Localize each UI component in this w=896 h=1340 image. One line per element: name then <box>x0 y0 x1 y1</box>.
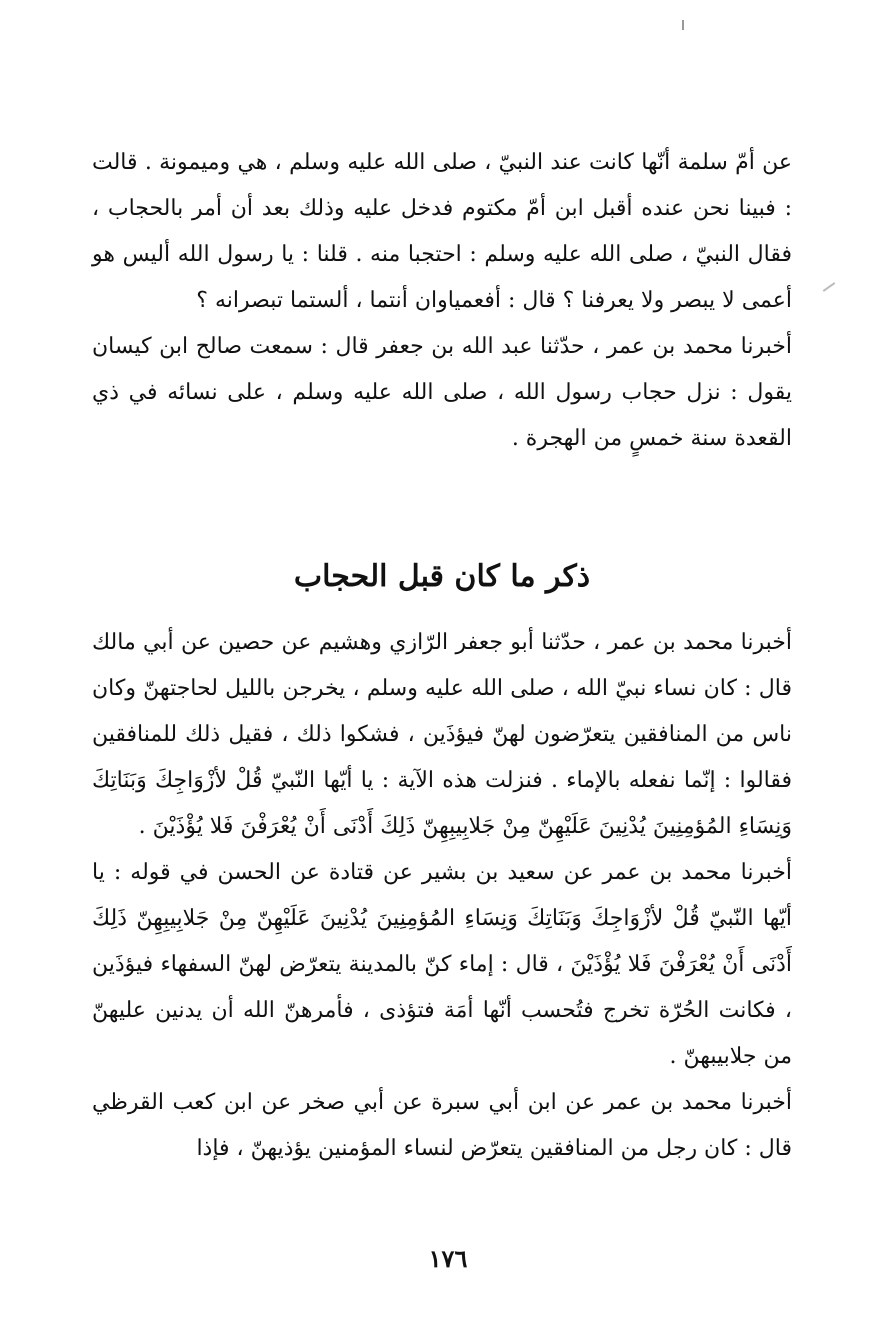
section-heading: ذكر ما كان قبل الحجاب <box>293 559 591 594</box>
margin-mark <box>823 282 836 292</box>
text-block-bottom <box>92 620 792 1172</box>
text-block-top <box>92 140 792 462</box>
paragraph: أخبرنا محمد بن عمر ، حدّثنا أبو جعفر الرّازي وهشيم عن حصين عن أبي مالك قال : كان نساء نبيّ الله ، صلى الله عليه وسلم ، يخرجن بالليل لحاجتهنّ وكان ناس من المنافقين يتعرّضون لهنّ فيؤذَين ، فشكوا ذلك ، فقيل ذلك للمنافقين فقالوا : إنّما نفعله بالإماء . فنزلت هذه الآية : يا أيّها النّبيّ قُلْ لأزْوَاجِكَ وَبَنَاتِكَ وَنِسَاءِ المُؤمِنِينَ يُدْنِينَ عَلَيْهِنّ مِنْ جَلابِيبِهِنّ ذَلِكَ أَدْنَى أَنْ يُعْرَفْنَ فَلا يُؤْذَيْنَ . <box>92 630 792 839</box>
paragraph: أخبرنا محمد بن عمر عن سعيد بن بشير عن قتادة عن الحسن في قوله : يا أيّها النّبيّ قُلْ لأزْوَاجِكَ وَبَنَاتِكَ وَنِسَاءِ المُؤمِنِينَ يُدْنِينَ عَلَيْهِنّ مِنْ جَلابِيبِهِنّ ذَلِكَ أَدْنَى أَنْ يُعْرَفْنَ فَلا يُؤْذَيْنَ ، قال : إماء كنّ بالمدينة يتعرّض لهنّ السفهاء فيؤذَين ، فكانت الحُرّة تخرج فتُحسب أنّها أمَة فتؤذى ، فأمرهنّ الله أن يدنين عليهنّ من جلابيبهنّ . <box>92 860 792 1069</box>
page-number: ١٧٦ <box>428 1244 468 1273</box>
paragraph: أخبرنا محمد بن عمر ، حدّثنا عبد الله بن جعفر قال : سمعت صالح ابن كيسان يقول : نزل حجاب رسول الله ، صلى الله عليه وسلم ، على نسائه في ذي القعدة سنة خمسٍ من الهجرة . <box>92 334 792 451</box>
page-mark <box>682 20 684 30</box>
paragraph: أخبرنا محمد بن عمر عن ابن أبي سبرة عن أبي صخر عن ابن كعب القرظي قال : كان رجل من المنافقين يتعرّض لنساء المؤمنين يؤذيهنّ ، فإذا <box>92 1090 792 1161</box>
paragraph: عن أمّ سلمة أنّها كانت عند النبيّ ، صلى الله عليه وسلم ، هي وميمونة . قالت : فبينا نحن عنده أقبل ابن أمّ مكتوم فدخل عليه وذلك بعد أن أمر بالحجاب ، فقال النبيّ ، صلى الله عليه وسلم : احتجبا منه . قلنا : يا رسول الله أليس هو أعمى لا يبصر ولا يعرفنا ؟ قال : أفعمياوان أنتما ، ألستما تبصرانه ؟ <box>92 150 792 313</box>
